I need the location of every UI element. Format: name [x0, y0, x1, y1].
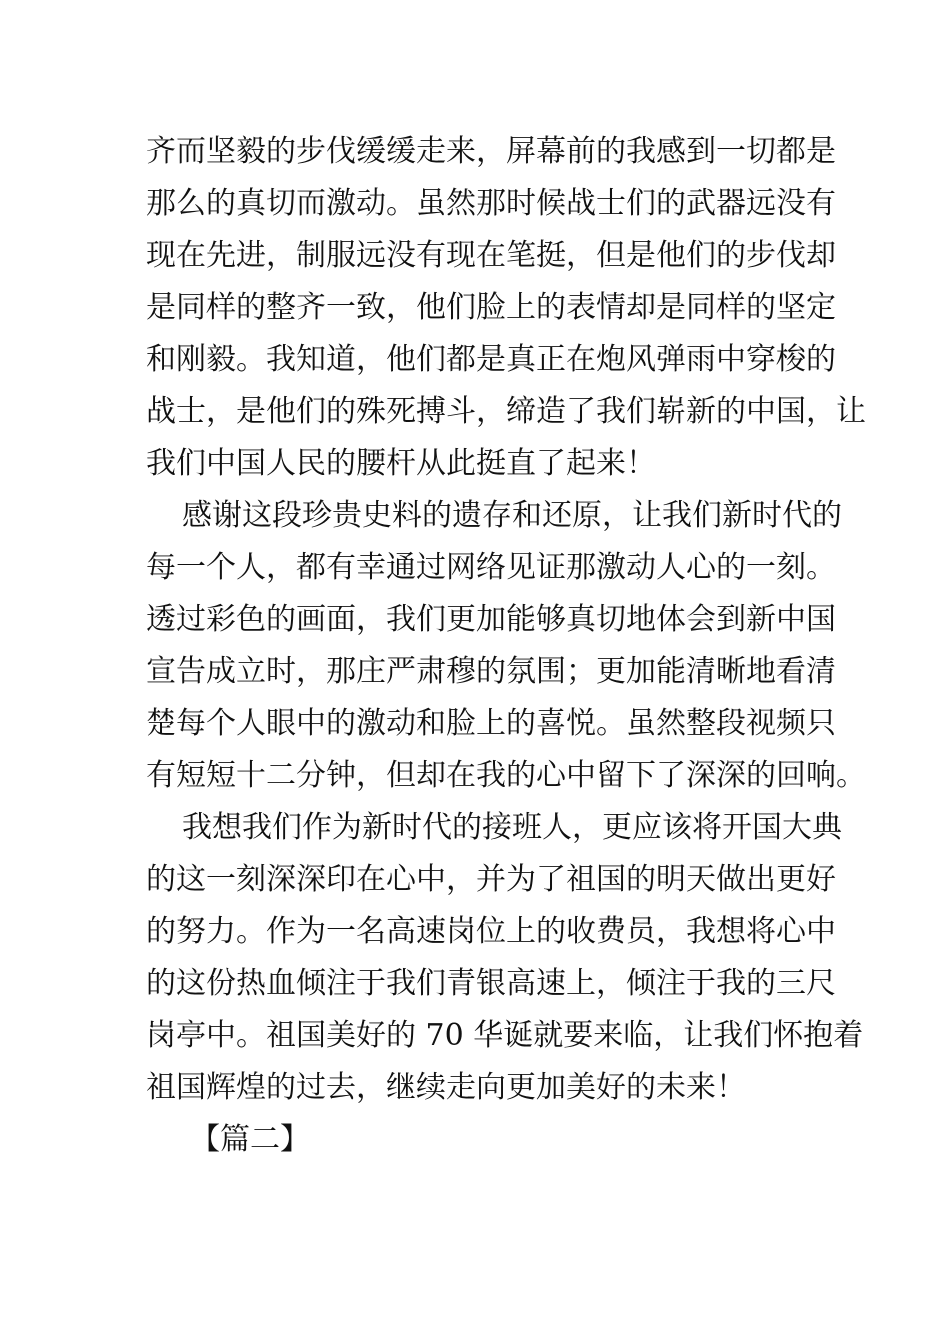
paragraph-line: 我想我们作为新时代的接班人，更应该将开国大典 [182, 810, 842, 845]
paragraph-line: 透过彩色的画面，我们更加能够真切地体会到新中国 [146, 602, 836, 637]
paragraph-line: 有短短十二分钟，但却在我的心中留下了深深的回响。 [146, 758, 866, 793]
paragraph-line: 楚每个人眼中的激动和脸上的喜悦。虽然整段视频只 [146, 706, 836, 741]
paragraph-line: 的努力。作为一名高速岗位上的收费员，我想将心中 [146, 914, 836, 949]
paragraph-3 [146, 802, 864, 1114]
paragraph-line: 祖国辉煌的过去，继续走向更加美好的未来！ [146, 1070, 746, 1105]
paragraph-line: 感谢这段珍贵史料的遗存和还原，让我们新时代的 [182, 498, 842, 533]
document-body [146, 126, 866, 1166]
paragraph-line: 和刚毅。我知道，他们都是真正在炮风弹雨中穿梭的 [146, 342, 836, 377]
paragraph-line: 是同样的整齐一致，他们脸上的表情却是同样的坚定 [146, 290, 836, 325]
paragraph-line: 宣告成立时，那庄严肃穆的氛围；更加能清晰地看清 [146, 654, 836, 689]
paragraph-line: 我们中国人民的腰杆从此挺直了起来！ [146, 446, 656, 481]
paragraph-line: 的这一刻深深印在心中，并为了祖国的明天做出更好 [146, 862, 836, 897]
paragraph-line: 每一个人，都有幸通过网络见证那激动人心的一刻。 [146, 550, 836, 585]
section-heading: 【篇二】 [190, 1122, 310, 1157]
paragraph-line: 岗亭中。祖国美好的 70 华诞就要来临，让我们怀抱着 [146, 1018, 864, 1053]
paragraph-line: 现在先进，制服远没有现在笔挺，但是他们的步伐却 [146, 238, 836, 273]
paragraph-line: 的这份热血倾注于我们青银高速上，倾注于我的三尺 [146, 966, 836, 1001]
paragraph-2 [146, 490, 866, 802]
paragraph-line: 那么的真切而激动。虽然那时候战士们的武器远没有 [146, 186, 836, 221]
paragraph-line: 齐而坚毅的步伐缓缓走来，屏幕前的我感到一切都是 [146, 134, 836, 169]
paragraph-1 [146, 126, 866, 490]
paragraph-line: 战士，是他们的殊死搏斗，缔造了我们崭新的中国，让 [146, 394, 866, 429]
